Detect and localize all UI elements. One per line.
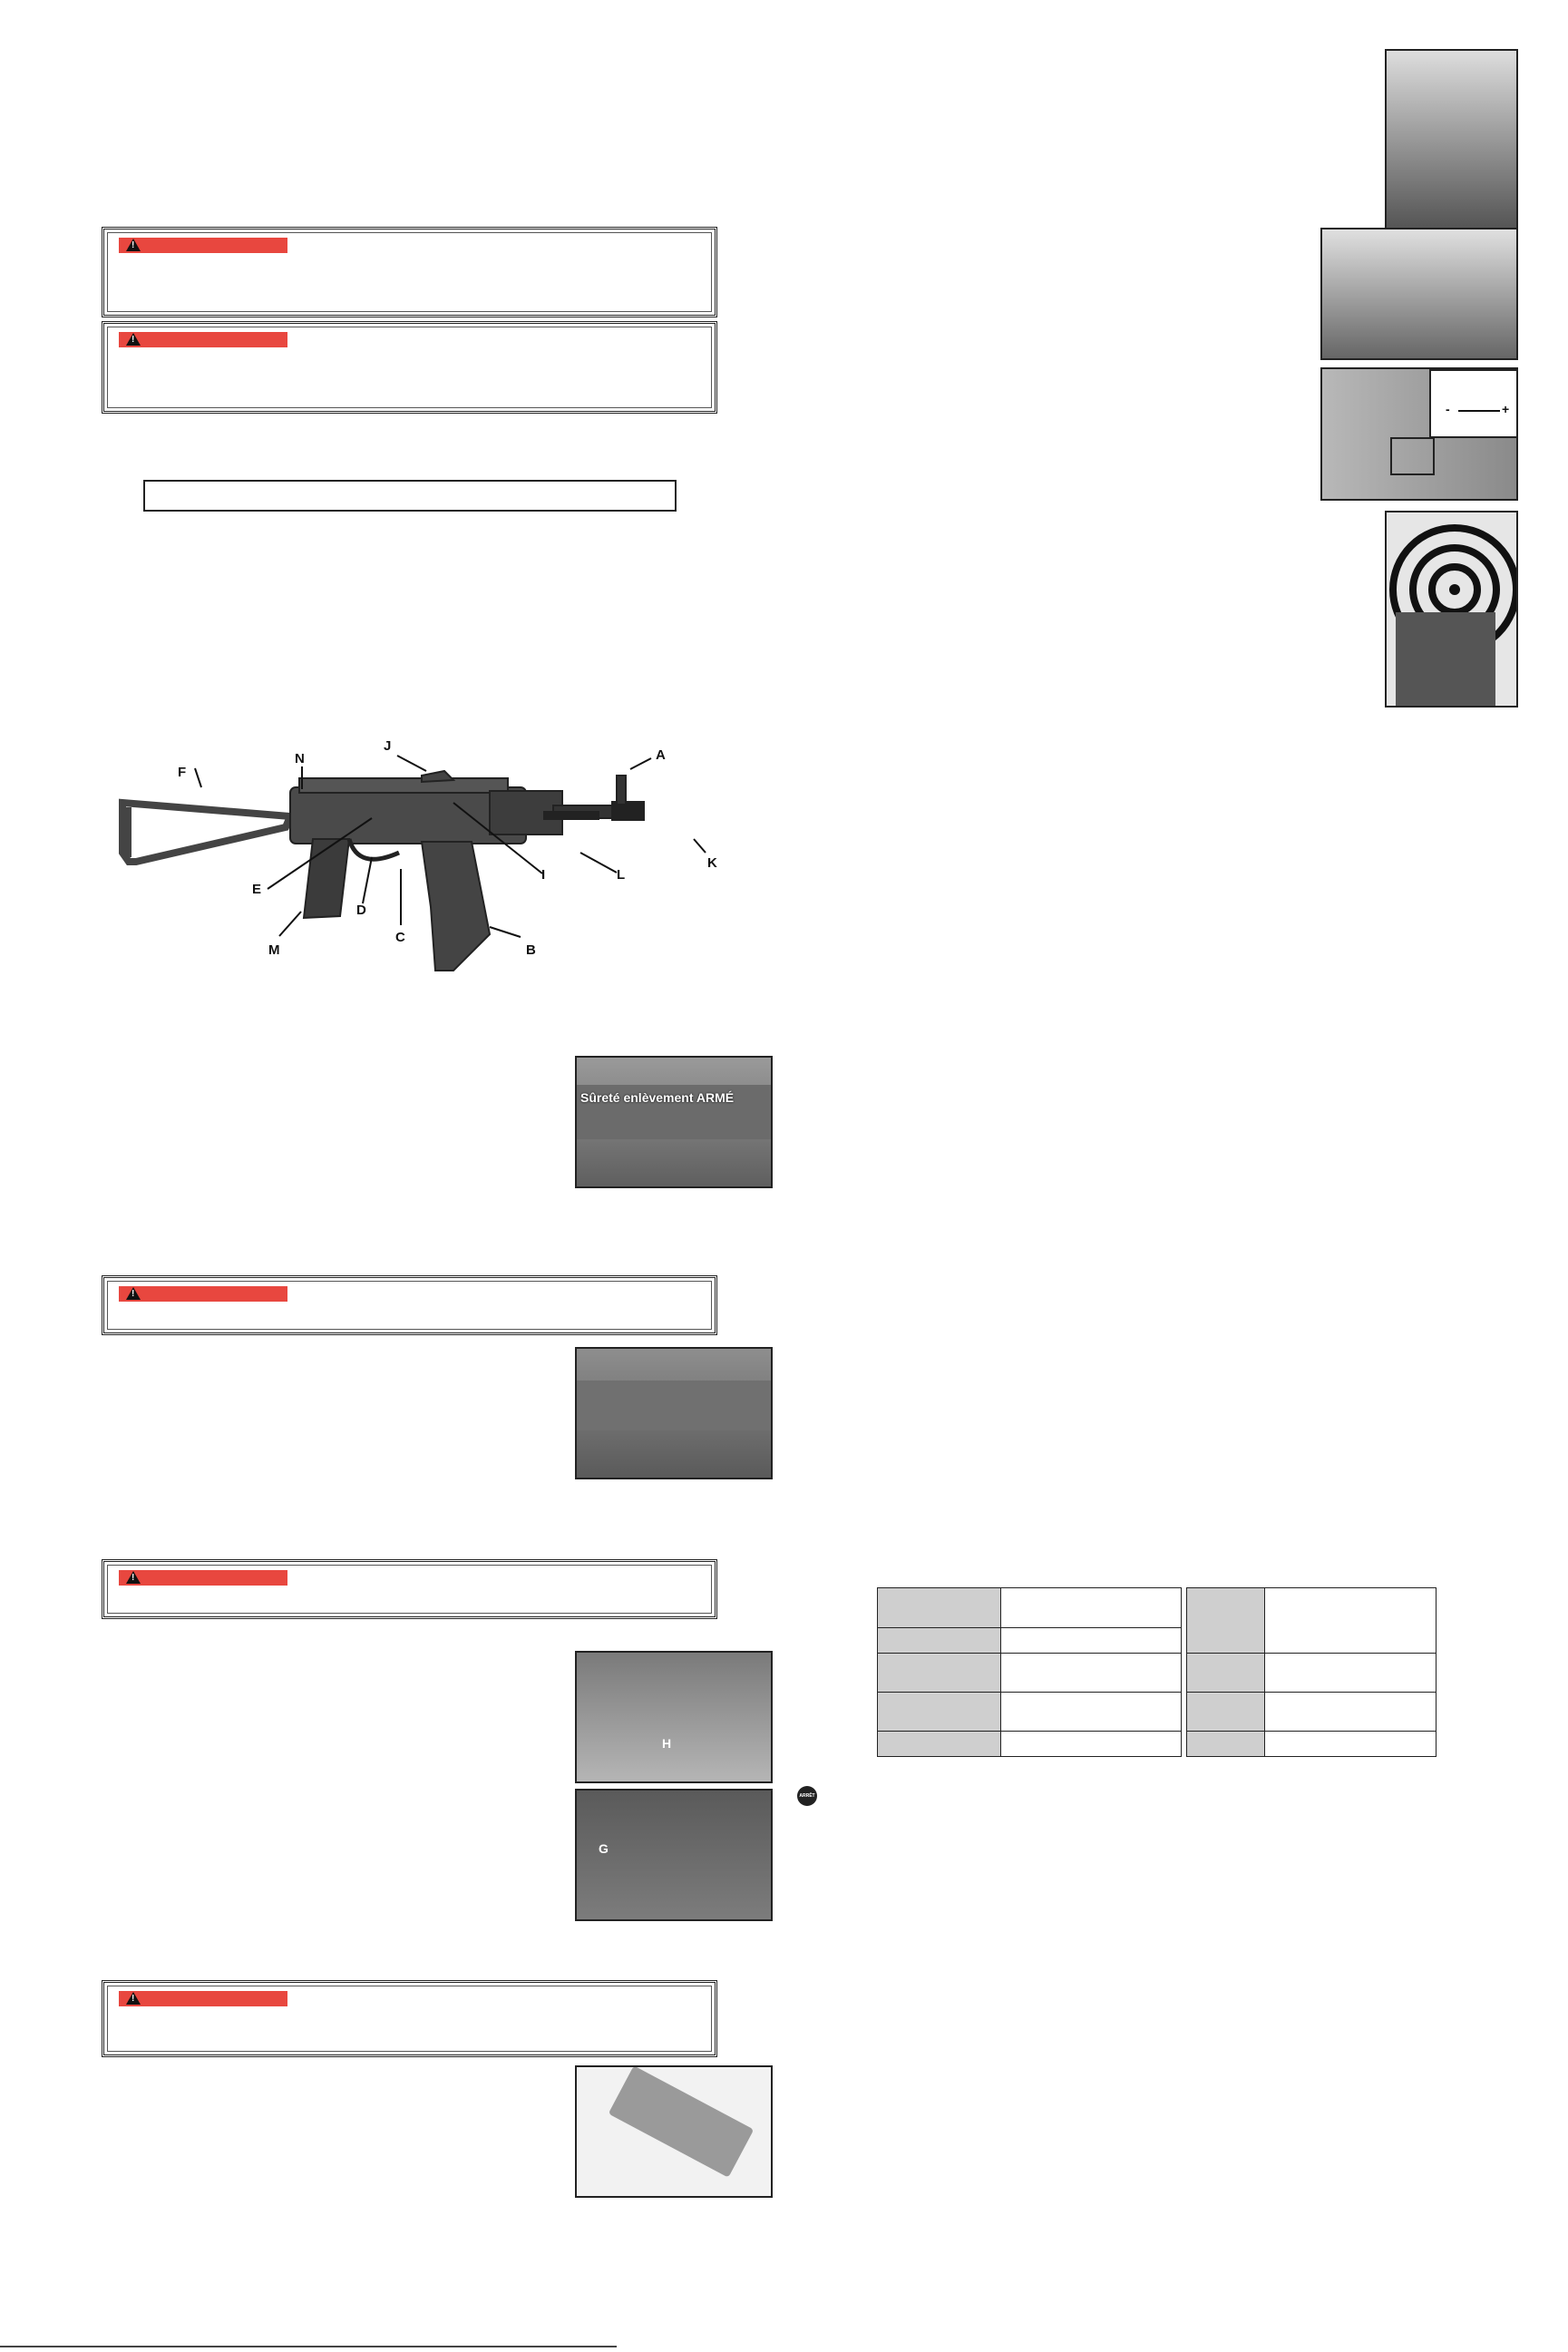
warning-triangle-icon	[126, 1992, 141, 2005]
diagram-label-f: F	[178, 765, 187, 780]
warning-label	[119, 332, 287, 347]
warning-label	[119, 238, 287, 253]
loader-photo	[575, 2065, 773, 2198]
sight-minus-label: -	[1446, 402, 1450, 416]
safety-overlay-text: Sûreté enlèvement ARMÉ	[580, 1090, 735, 1105]
warning-label	[119, 1991, 287, 2006]
diagram-label-m: M	[268, 942, 280, 958]
footer-rule	[0, 2346, 617, 2347]
warning-triangle-icon	[126, 1571, 141, 1584]
diagram-label-j: J	[384, 738, 392, 754]
sight-plus-label: +	[1502, 402, 1510, 416]
spec-table-right	[1186, 1587, 1437, 1757]
warning-label	[119, 1570, 287, 1586]
diagram-label-i: I	[541, 867, 546, 883]
bolt-label-g: G	[599, 1841, 609, 1856]
warning-box-5	[102, 1980, 717, 2057]
bolt-photo-1	[575, 1651, 773, 1783]
spec-table-left	[877, 1587, 1182, 1757]
target-icon	[1387, 512, 1516, 706]
bolt-label-h: H	[662, 1736, 672, 1751]
warning-triangle-icon	[126, 1287, 141, 1300]
warning-box-2	[102, 321, 717, 414]
warning-triangle-icon	[126, 239, 141, 251]
safety-photo-2	[575, 1347, 773, 1479]
magazine-load-photo	[1385, 49, 1518, 229]
warning-label	[119, 1286, 287, 1302]
diagram-label-l: L	[617, 867, 626, 883]
diagram-label-d: D	[356, 903, 366, 918]
diagram-label-c: C	[395, 930, 405, 945]
diagram-label-b: B	[526, 942, 536, 958]
hop-up-photo	[1320, 228, 1518, 360]
sight-adjust-photo	[1320, 367, 1518, 501]
warning-box-4	[102, 1559, 717, 1619]
target-photo	[1385, 511, 1518, 708]
info-box	[143, 480, 677, 512]
stop-badge-icon	[797, 1786, 817, 1806]
rifle-diagram	[109, 726, 744, 989]
warning-triangle-icon	[126, 333, 141, 346]
warning-box-3	[102, 1275, 717, 1335]
diagram-label-k: K	[707, 855, 717, 871]
warning-box-1	[102, 227, 717, 317]
safety-photo-1	[575, 1056, 773, 1188]
bolt-photo-2	[575, 1789, 773, 1921]
stop-badge-text: ARRÊT	[799, 1793, 815, 1799]
diagram-label-n: N	[295, 751, 305, 766]
diagram-label-e: E	[252, 882, 262, 897]
diagram-label-a: A	[656, 747, 666, 763]
